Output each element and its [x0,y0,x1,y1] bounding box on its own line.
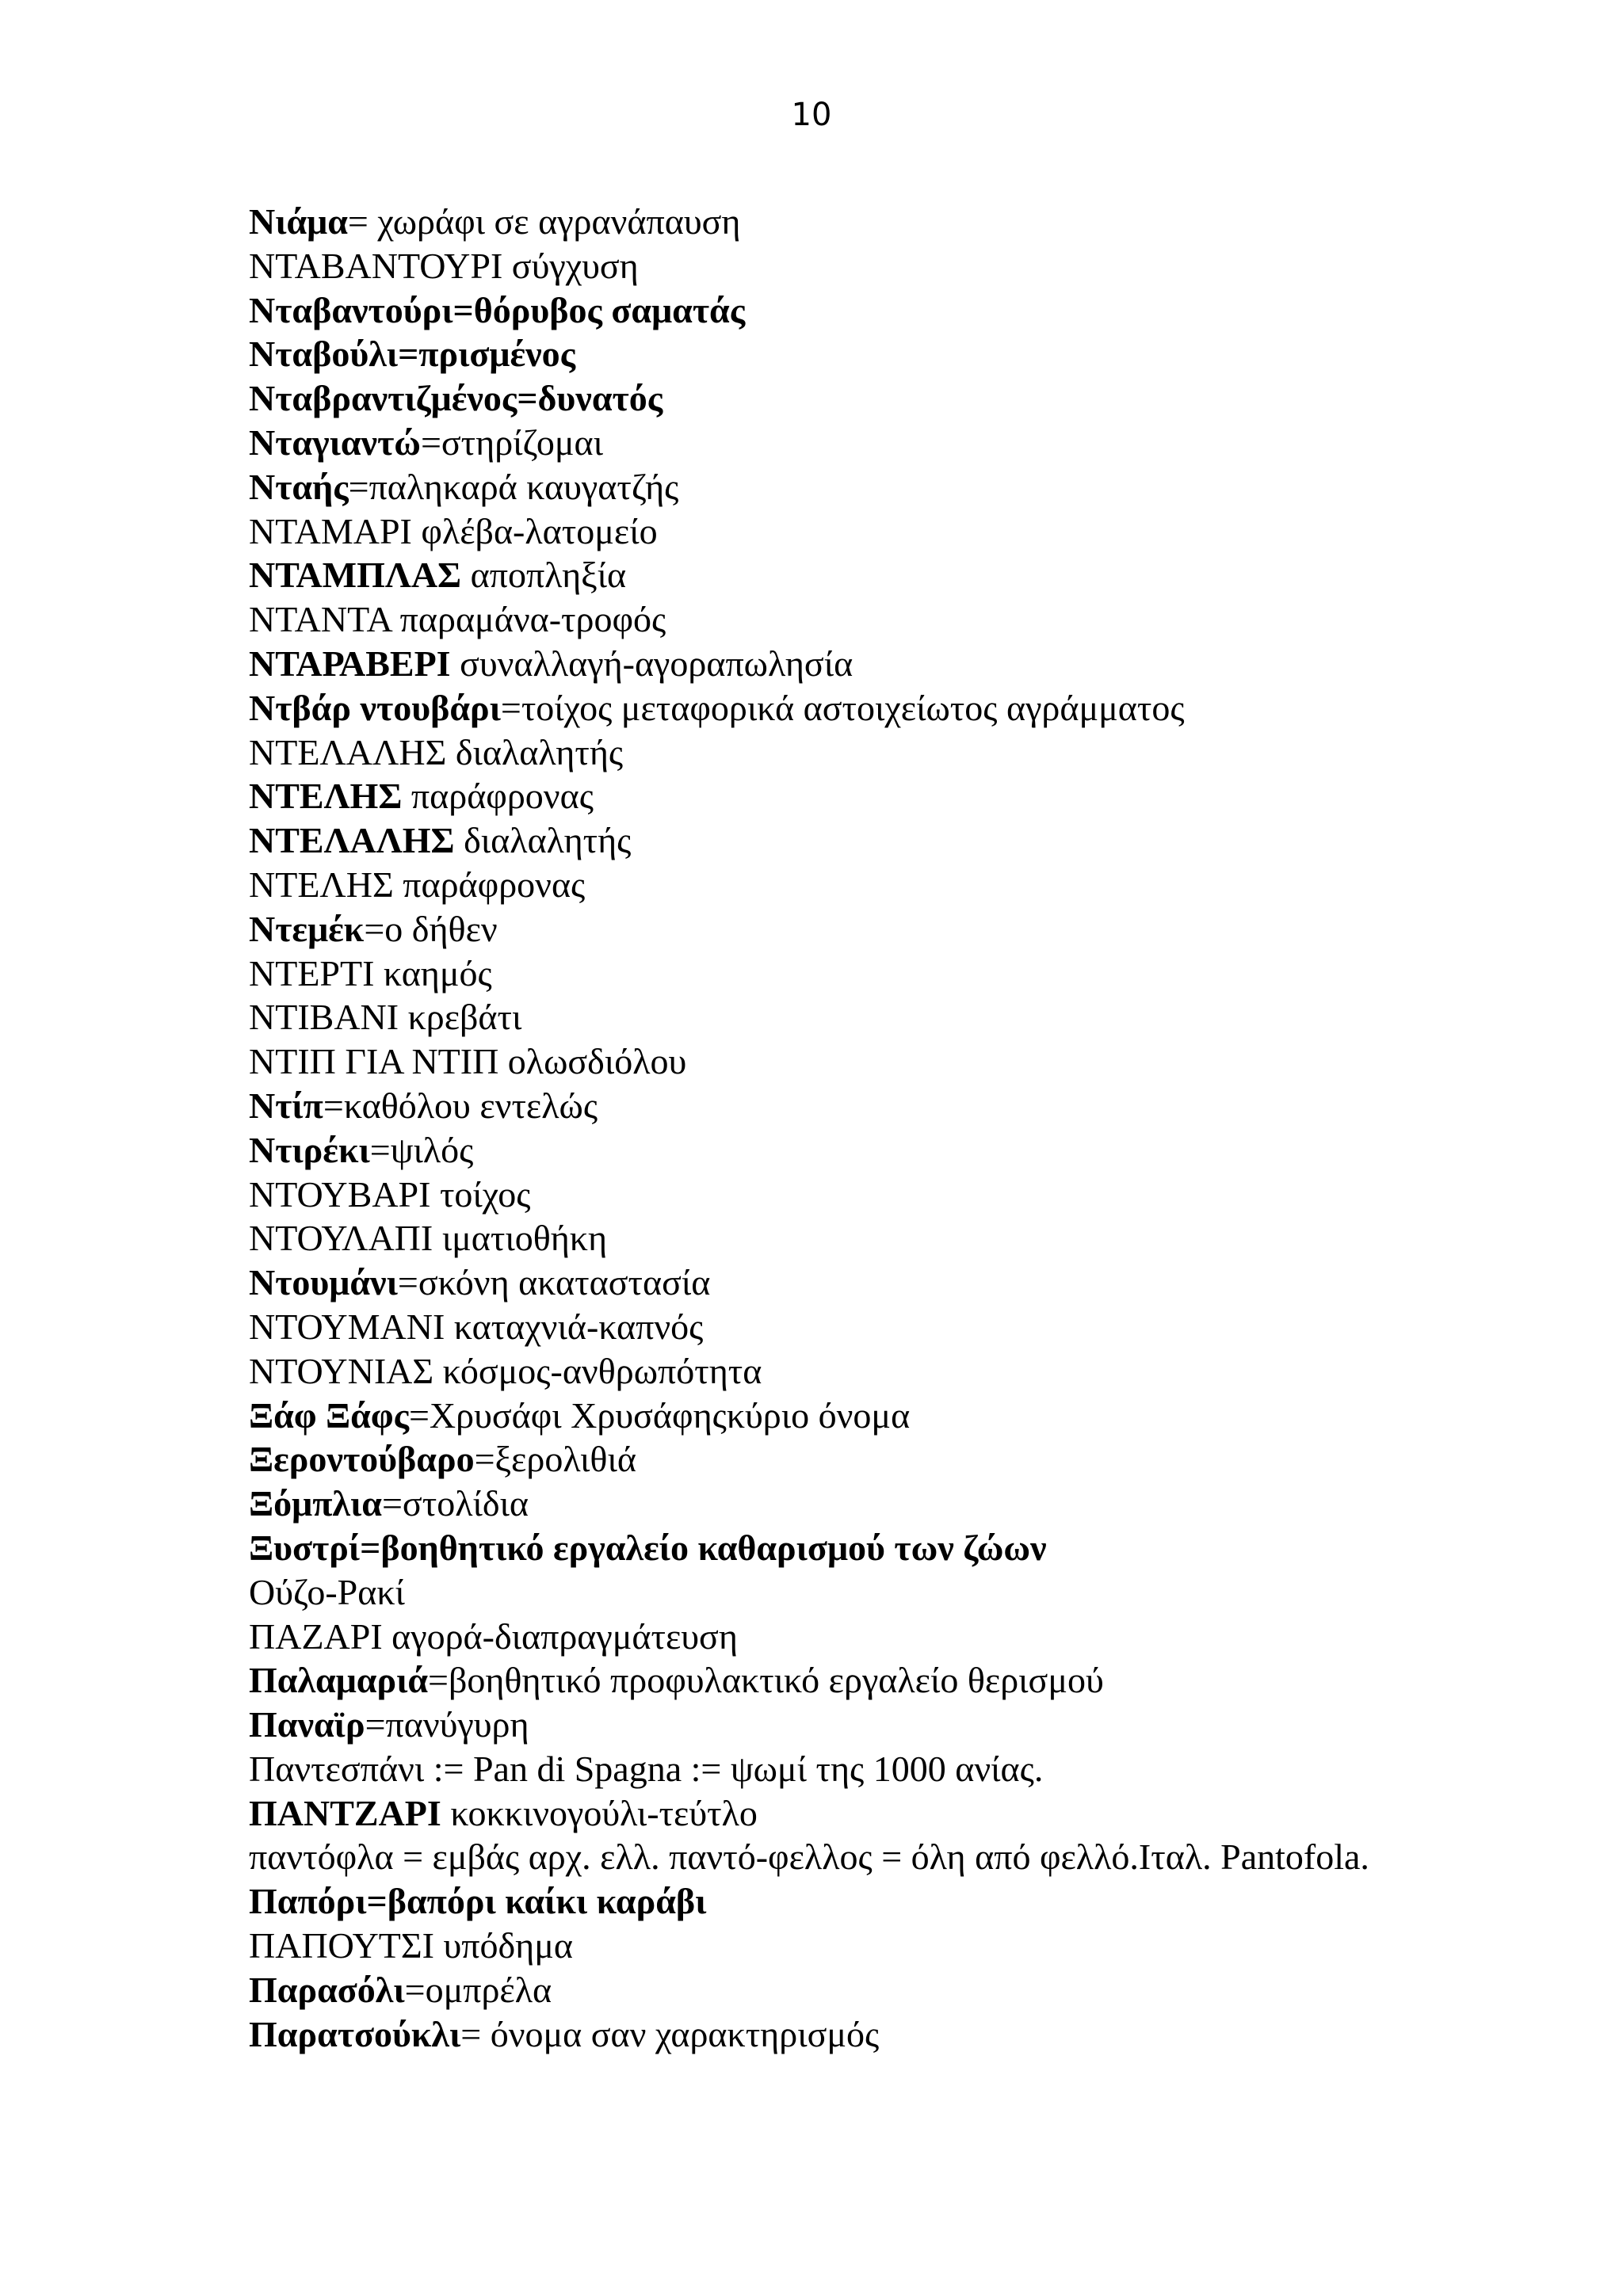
entry-definition: ΝΤΕΛΑΛΗΣ διαλαλητής [249,731,624,772]
entry-definition: ΝΤΟΥΝΙΑΣ κόσμος-ανθρωπότητα [249,1350,762,1391]
glossary-entry [249,1128,1564,1173]
glossary-entry [249,1924,1564,1968]
entry-definition: = χωράφι σε αγρανάπαυση [347,201,741,242]
glossary-entry [249,1482,1564,1526]
entry-term: Παπόρι=βαπόρι καίκι καράβι [249,1881,707,1922]
glossary-entry [249,1570,1564,1615]
entry-definition: ΝΤΑΝΤΑ παραμάνα-τροφός [249,599,666,640]
entry-definition: παντόφλα = εμβάς αρχ. ελλ. παντό-φελλος = όλη από φελλό.Ιταλ. Pantofola. [249,1836,1369,1878]
entry-definition: =καθόλου εντελώς [323,1085,598,1126]
glossary-entry [249,1394,1564,1438]
page-number: 10 [791,97,832,133]
glossary-entry [249,1615,1564,1659]
entry-definition: ΝΤΙΠ ΓΙΑ ΝΤΙΠ ολωσδιόλου [249,1041,687,1082]
entry-term: Ξυστρί=βοηθητικό εργαλείο καθαρισμού των ζώων [249,1527,1047,1568]
glossary-entry [249,376,1564,421]
glossary-entry [249,642,1564,686]
entry-term: Νταής [249,466,349,507]
glossary-entry [249,421,1564,465]
entry-definition: αποπληξία [461,555,627,596]
glossary-entry [249,1039,1564,1084]
entry-definition: ΝΤΕΛΗΣ παράφρονας [249,864,586,905]
entry-definition: ΝΤΕΡΤΙ καημός [249,952,492,994]
glossary-entry [249,332,1564,376]
entry-definition: Ούζο-Ρακί [249,1571,405,1612]
entry-term: Ξάφ Ξάφς [249,1394,409,1436]
entry-definition: ΠΑΖΑΡΙ αγορά-διαπραγμάτευση [249,1615,738,1657]
glossary-entry [249,952,1564,996]
glossary-entry [249,995,1564,1039]
entry-definition: =στηρίζομαι [420,421,604,463]
entry-term: Ντεμέκ [249,908,365,949]
glossary-entry [249,553,1564,597]
entry-term: Παρασόλι [249,1969,405,2010]
entry-definition: ΝΤΑΜΑΡΙ φλέβα-λατομείο [249,510,658,551]
glossary-entry [249,818,1564,863]
glossary-entry [249,1703,1564,1747]
entry-definition: =τοίχος μεταφορικά αστοιχείωτος αγράμματος [500,687,1185,728]
glossary-entry [249,200,1564,244]
entry-definition: ΝΤΟΥΛΑΠΙ ιματιοθήκη [249,1218,608,1259]
entry-term: Ντιρέκι [249,1129,370,1170]
entry-term: Ντίπ [249,1085,323,1126]
entry-term: Παναϊρ [249,1704,365,1745]
entry-definition: =παληκαρά καυγατζής [348,466,679,507]
entry-term: Παρατσούκλι [249,2013,461,2054]
glossary-entry [249,244,1564,288]
glossary-entry [249,1968,1564,2012]
glossary-entry [249,288,1564,333]
entry-definition: =στολίδια [381,1483,529,1524]
entry-term: ΝΤΑΡΑΒΕΡΙ [249,643,451,684]
entry-definition: συναλλαγή-αγοραπωλησία [450,643,854,684]
entry-term: Ντουμάνι [249,1262,398,1303]
entry-definition: διαλαλητής [454,820,632,861]
entry-definition: =βοηθητικό προφυλακτικό εργαλείο θερισμού [428,1660,1104,1701]
glossary-entry [249,774,1564,818]
entry-definition: ΠΑΠΟΥΤΣΙ υπόδημα [249,1925,573,1966]
entry-term: ΝΤΕΛΗΣ [249,776,403,817]
entry-term: Νιάμα [249,201,348,242]
glossary-entry [249,730,1564,775]
entry-definition: ΝΤΙΒΑΝΙ κρεβάτι [249,997,522,1038]
entry-definition: κοκκινογούλι-τεύτλο [441,1792,758,1833]
glossary-entry [249,1658,1564,1703]
glossary-entry [249,1437,1564,1482]
glossary-entry [249,597,1564,642]
entry-definition: = όνομα σαν χαρακτηρισμός [460,2013,880,2054]
entry-term: ΝΤΑΜΠΛΑΣ [249,555,462,596]
entry-definition: =Χρυσάφι Χρυσάφηςκύριο όνομα [408,1394,911,1436]
entry-definition: ΝΤΟΥΒΑΡΙ τοίχος [249,1173,531,1215]
glossary-entry [249,509,1564,554]
glossary-entry [249,2012,1564,2057]
entry-term: Νταβραντιζμένος=δυνατός [249,378,663,419]
glossary-entry [249,1747,1564,1791]
glossary-entry [249,1349,1564,1394]
entry-term: ΝΤΕΛΑΛΗΣ [249,820,455,861]
glossary-entry [249,465,1564,509]
glossary-entry [249,1526,1564,1570]
entry-definition: Παντεσπάνι := Pan di Spagna := ψωμί της 1000 ανίας. [249,1748,1044,1789]
glossary-entry [249,1791,1564,1836]
glossary-entry [249,686,1564,730]
entry-definition: =ο δήθεν [364,908,498,949]
entry-term: Ντβάρ ντουβάρι [249,687,501,728]
entry-definition: =ομπρέλα [404,1969,552,2010]
entry-definition: =πανύγυρη [365,1704,529,1745]
entry-term: ΠΑΝΤΖΑΡΙ [249,1792,441,1833]
glossary-entry [249,1305,1564,1349]
entry-definition: παράφρονας [402,776,594,817]
entry-term: Νταγιαντώ [249,421,421,463]
glossary-entry [249,1261,1564,1305]
glossary-entry [249,1173,1564,1217]
glossary-entry [249,1084,1564,1128]
entry-definition: =ψιλός [369,1129,474,1170]
entry-term: Παλαμαριά [249,1660,429,1701]
entry-term: Νταβούλι=πρισμένος [249,334,576,375]
glossary-entry [249,1835,1564,1879]
glossary-entry [249,1216,1564,1261]
glossary-entry [249,907,1564,952]
entry-definition: =ξερολιθιά [474,1439,636,1480]
entry-term: Ξόμπλια [249,1483,382,1524]
entry-definition: =σκόνη ακαταστασία [397,1262,711,1303]
entry-definition: ΝΤΟΥΜΑΝΙ καταχνιά-καπνός [249,1306,704,1347]
glossary-list [249,200,1564,2056]
glossary-entry [249,1879,1564,1924]
glossary-entry [249,863,1564,907]
entry-definition: ΝΤΑΒΑΝΤΟΥΡΙ σύγχυση [249,245,639,286]
entry-term: Νταβαντούρι=θόρυβος σαματάς [249,289,746,330]
entry-term: Ξεροντούβαρο [249,1439,475,1480]
